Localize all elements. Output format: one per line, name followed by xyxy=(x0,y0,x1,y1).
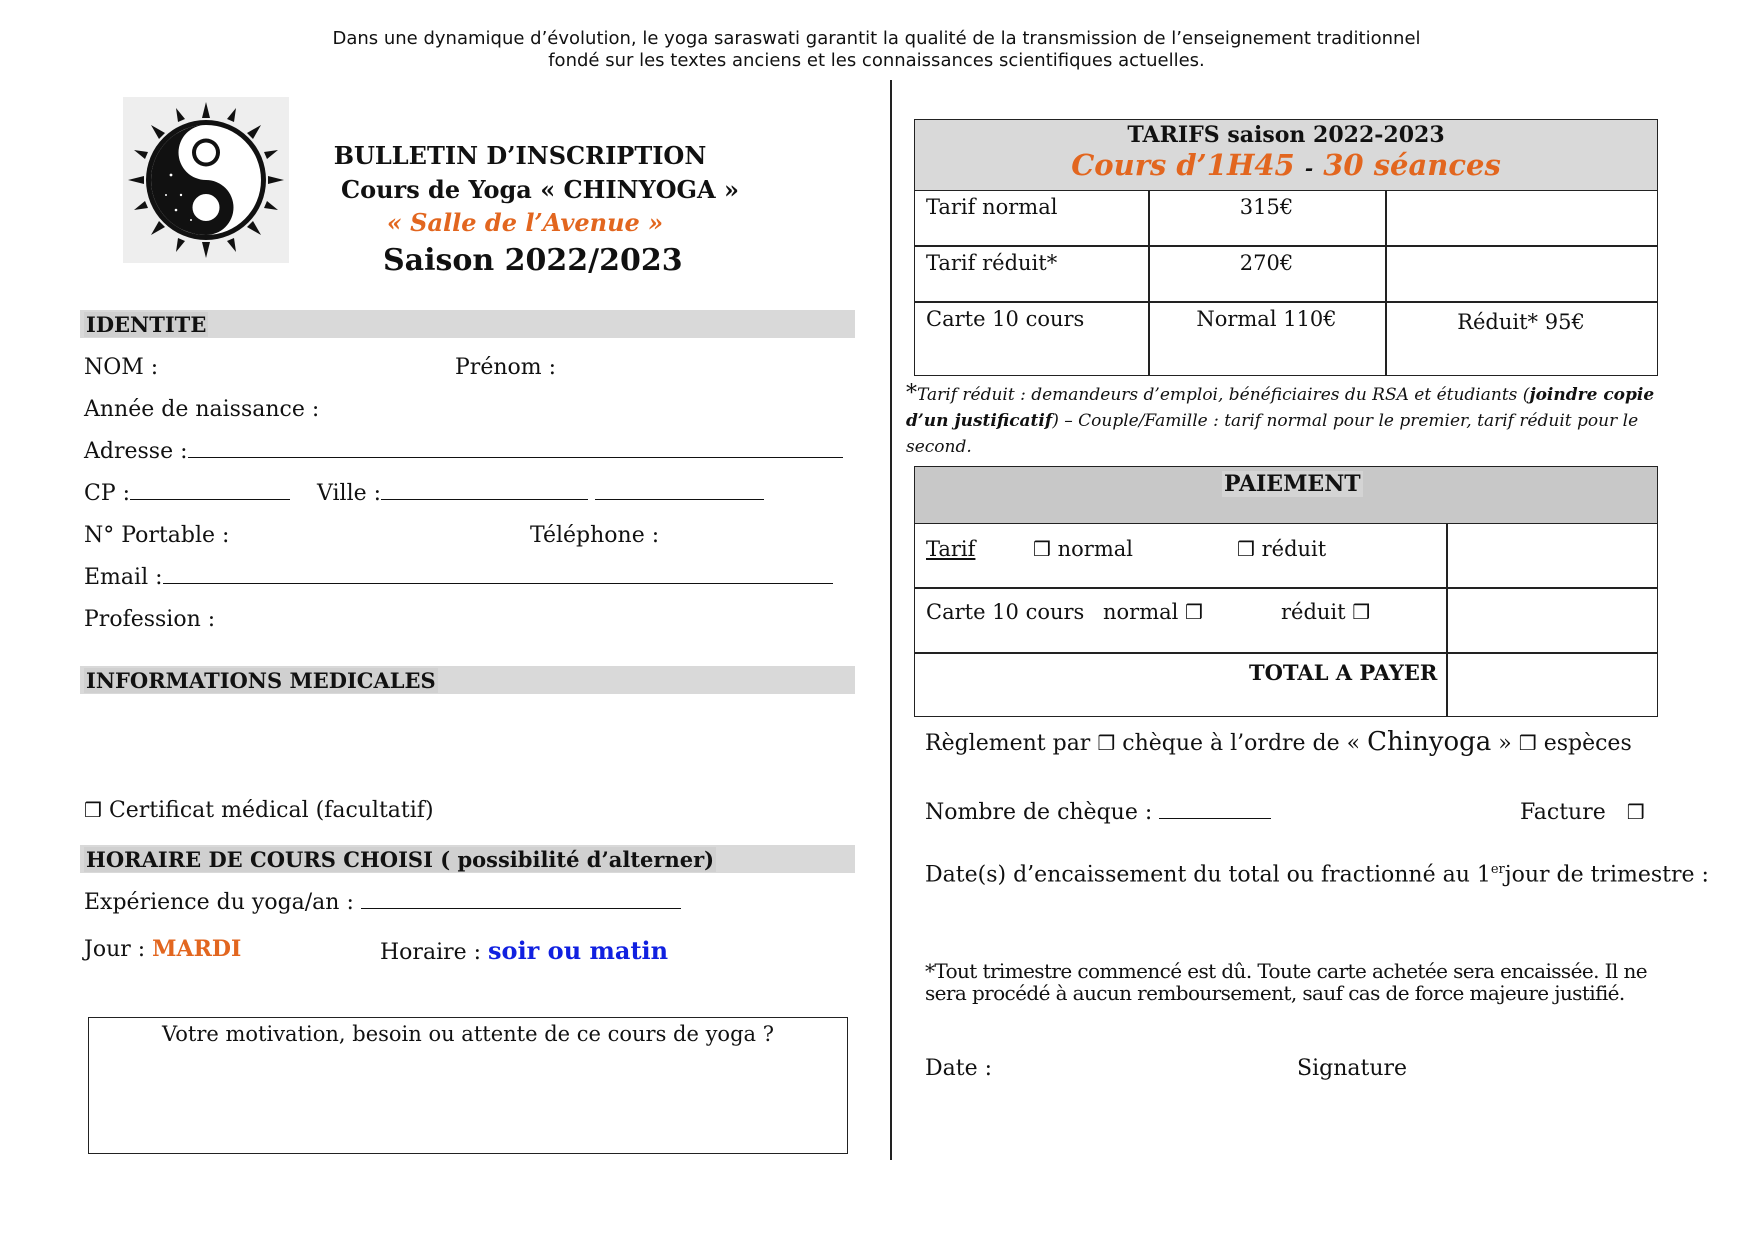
portable-label: N° Portable : xyxy=(84,523,230,548)
medical-section-header xyxy=(80,666,855,694)
cp-field[interactable] xyxy=(84,481,290,506)
paiement-reduit-option[interactable] xyxy=(1237,537,1326,561)
ville-field[interactable] xyxy=(317,481,764,506)
cheque-checkbox[interactable]: ❒ xyxy=(1097,731,1116,755)
carte-reduit-checkbox[interactable]: ❒ xyxy=(1352,600,1371,624)
note-star: * xyxy=(906,381,917,406)
tarifs-subtitle xyxy=(915,148,1657,182)
horaire-value: soir ou matin xyxy=(488,936,669,965)
paiement-row-line-1 xyxy=(915,587,1657,589)
form-subtitle: Cours de Yoga « CHINYOGA » xyxy=(340,175,740,204)
tarif-reduit-label: Tarif réduit* xyxy=(926,251,1058,275)
signature-label: Signature xyxy=(1297,1056,1408,1081)
carte-normal-option-label: normal xyxy=(1103,600,1179,624)
email-field[interactable] xyxy=(84,565,833,590)
carte-reduit-option-label: réduit xyxy=(1281,600,1346,624)
tarif-normal-checkbox[interactable]: ❒ xyxy=(1033,537,1051,561)
dates-text-a: Date(s) d’encaissement du total ou fractionné au 1 xyxy=(925,862,1491,888)
tarif-reduit-note xyxy=(906,381,1666,460)
tarifs-header xyxy=(915,120,1657,191)
venue-name: « Salle de l’Avenue » xyxy=(386,208,664,237)
yin-yang-sun-moon-logo xyxy=(123,97,289,263)
paiement-table xyxy=(914,466,1658,717)
horaire-heading: HORAIRE DE COURS CHOISI ( possibilité d’alterner) xyxy=(86,847,715,872)
carte-normal-checkbox[interactable]: ❒ xyxy=(1185,600,1203,624)
nom-label: NOM : xyxy=(84,355,159,380)
note-text-bold: joindre copie d’un justificatif xyxy=(906,385,1655,431)
date-label: Date : xyxy=(925,1056,993,1081)
tarifs-row-line-2 xyxy=(915,301,1657,303)
tarifs-separator: - xyxy=(1304,156,1314,180)
facture-option[interactable] xyxy=(1520,800,1645,825)
tarifs-duration: Cours d’1H45 xyxy=(1071,148,1295,182)
experience-line[interactable] xyxy=(361,890,681,909)
motivation-box[interactable] xyxy=(88,1017,848,1154)
season-label: Saison 2022/2023 xyxy=(383,243,683,278)
signature-field[interactable] xyxy=(1297,1056,1407,1081)
note-text-b: ) – Couple/Famille : tarif normal pour le premier, tarif réduit pour le second. xyxy=(906,411,1639,457)
paiement-title: PAIEMENT xyxy=(1224,471,1361,497)
form-title: BULLETIN D’INSCRIPTION xyxy=(333,141,707,170)
cheque-label-end: » xyxy=(1498,731,1512,756)
tarif-reduit-checkbox[interactable]: ❒ xyxy=(1237,537,1255,561)
cheque-label: chèque à l’ordre de « xyxy=(1122,731,1361,756)
conditions-line-2: sera procédé à aucun remboursement, sauf cas de force majeure justifié. xyxy=(925,981,1625,1005)
adresse-label: Adresse : xyxy=(84,439,188,464)
page-divider xyxy=(890,80,892,1160)
adresse-line[interactable] xyxy=(188,439,843,458)
nb-cheque-line[interactable] xyxy=(1159,800,1271,819)
profession-field[interactable] xyxy=(84,607,215,632)
tarifs-row-line-1 xyxy=(915,245,1657,247)
total-a-payer-label: TOTAL A PAYER xyxy=(1249,660,1438,685)
motto-line-1: Dans une dynamique d’évolution, le yoga saraswati garantit la qualité de la transmission de l’enseignement traditionnel xyxy=(332,28,1421,49)
horaire-label: Horaire : xyxy=(380,940,482,965)
email-label: Email : xyxy=(84,565,163,590)
ville-line-2[interactable] xyxy=(595,481,764,500)
horaire-section-header xyxy=(80,845,855,873)
nb-cheque-field[interactable] xyxy=(925,800,1271,825)
cp-line[interactable] xyxy=(130,481,290,500)
adresse-field[interactable] xyxy=(84,439,843,464)
ville-label: Ville : xyxy=(317,481,382,506)
paiement-normal-option[interactable] xyxy=(1033,537,1133,561)
carte-reduit-price: Réduit* 95€ xyxy=(1457,310,1585,334)
telephone-field[interactable] xyxy=(530,523,659,548)
jour-label: Jour : xyxy=(84,937,146,962)
nb-cheque-label: Nombre de chèque : xyxy=(925,800,1153,825)
tarif-normal-price: 315€ xyxy=(1239,195,1294,219)
dates-text-b: jour de trimestre : xyxy=(1504,862,1709,888)
carte-reduit-option[interactable] xyxy=(1281,600,1370,624)
tarifs-sessions: 30 séances xyxy=(1323,148,1501,182)
jour-field xyxy=(84,936,241,962)
ville-line-1[interactable] xyxy=(381,481,588,500)
experience-field[interactable] xyxy=(84,890,681,915)
conditions-line-1: *Tout trimestre commencé est dû. Toute carte achetée sera encaissée. Il ne xyxy=(925,959,1647,983)
telephone-label: Téléphone : xyxy=(530,523,660,548)
certificat-label: Certificat médical (facultatif) xyxy=(108,798,434,823)
nom-field[interactable] xyxy=(84,355,158,380)
jour-value: MARDI xyxy=(152,936,242,962)
date-field[interactable] xyxy=(925,1056,992,1081)
paiement-header xyxy=(915,467,1657,524)
dates-superscript: er xyxy=(1490,862,1505,877)
motto-line-2: fondé sur les textes anciens et les connaissances scientifiques actuelles. xyxy=(548,50,1205,71)
tarif-normal-option-label: normal xyxy=(1057,537,1133,561)
portable-field[interactable] xyxy=(84,523,229,548)
conditions-note xyxy=(925,960,1647,1004)
tarifs-col-line-2 xyxy=(1385,190,1387,376)
naissance-field[interactable] xyxy=(84,397,319,422)
medical-heading: INFORMATIONS MEDICALES xyxy=(86,668,436,693)
tarifs-title: TARIFS saison 2022-2023 xyxy=(1127,122,1445,148)
paiement-carte-label: Carte 10 cours xyxy=(926,600,1085,624)
carte-label: Carte 10 cours xyxy=(926,307,1085,331)
identite-section-header xyxy=(80,310,855,338)
tarif-reduit-option-label: réduit xyxy=(1261,537,1327,561)
facture-label: Facture xyxy=(1520,800,1606,825)
certificat-option[interactable] xyxy=(84,798,434,823)
header-motto xyxy=(0,28,1753,72)
reglement-line xyxy=(925,727,1632,757)
tarif-normal-label: Tarif normal xyxy=(926,195,1058,219)
note-text-a: Tarif réduit : demandeurs d’emploi, bénéficiaires du RSA et étudiants ( xyxy=(917,385,1530,405)
yin-yang-logo-icon xyxy=(123,97,289,263)
prenom-label: Prénom : xyxy=(455,355,557,380)
reglement-label: Règlement par xyxy=(925,731,1091,756)
experience-label: Expérience du yoga/an : xyxy=(84,890,354,915)
carte-normal-option[interactable] xyxy=(1103,600,1203,624)
paiement-tarif-label: Tarif xyxy=(926,537,976,561)
profession-label: Profession : xyxy=(84,607,216,632)
chinyoga-name: Chinyoga xyxy=(1367,727,1492,757)
especes-checkbox[interactable]: ❒ xyxy=(1518,731,1537,755)
cp-label: CP : xyxy=(84,481,131,506)
motivation-prompt: Votre motivation, besoin ou attente de ce cours de yoga ? xyxy=(162,1022,774,1046)
tarif-reduit-price: 270€ xyxy=(1239,251,1294,275)
carte-normal-price: Normal 110€ xyxy=(1196,307,1337,331)
naissance-label: Année de naissance : xyxy=(84,397,320,422)
horaire-field xyxy=(380,936,668,965)
certificat-checkbox[interactable]: ❒ xyxy=(84,798,102,822)
email-line[interactable] xyxy=(163,565,833,584)
identite-heading: IDENTITE xyxy=(86,312,207,337)
paiement-row-line-2 xyxy=(915,652,1657,654)
paiement-col-line xyxy=(1446,523,1448,717)
facture-checkbox[interactable]: ❒ xyxy=(1626,800,1645,824)
especes-label: espèces xyxy=(1543,731,1632,756)
tarifs-table xyxy=(914,119,1658,376)
prenom-field[interactable] xyxy=(455,355,556,380)
dates-encaissement xyxy=(925,862,1709,887)
